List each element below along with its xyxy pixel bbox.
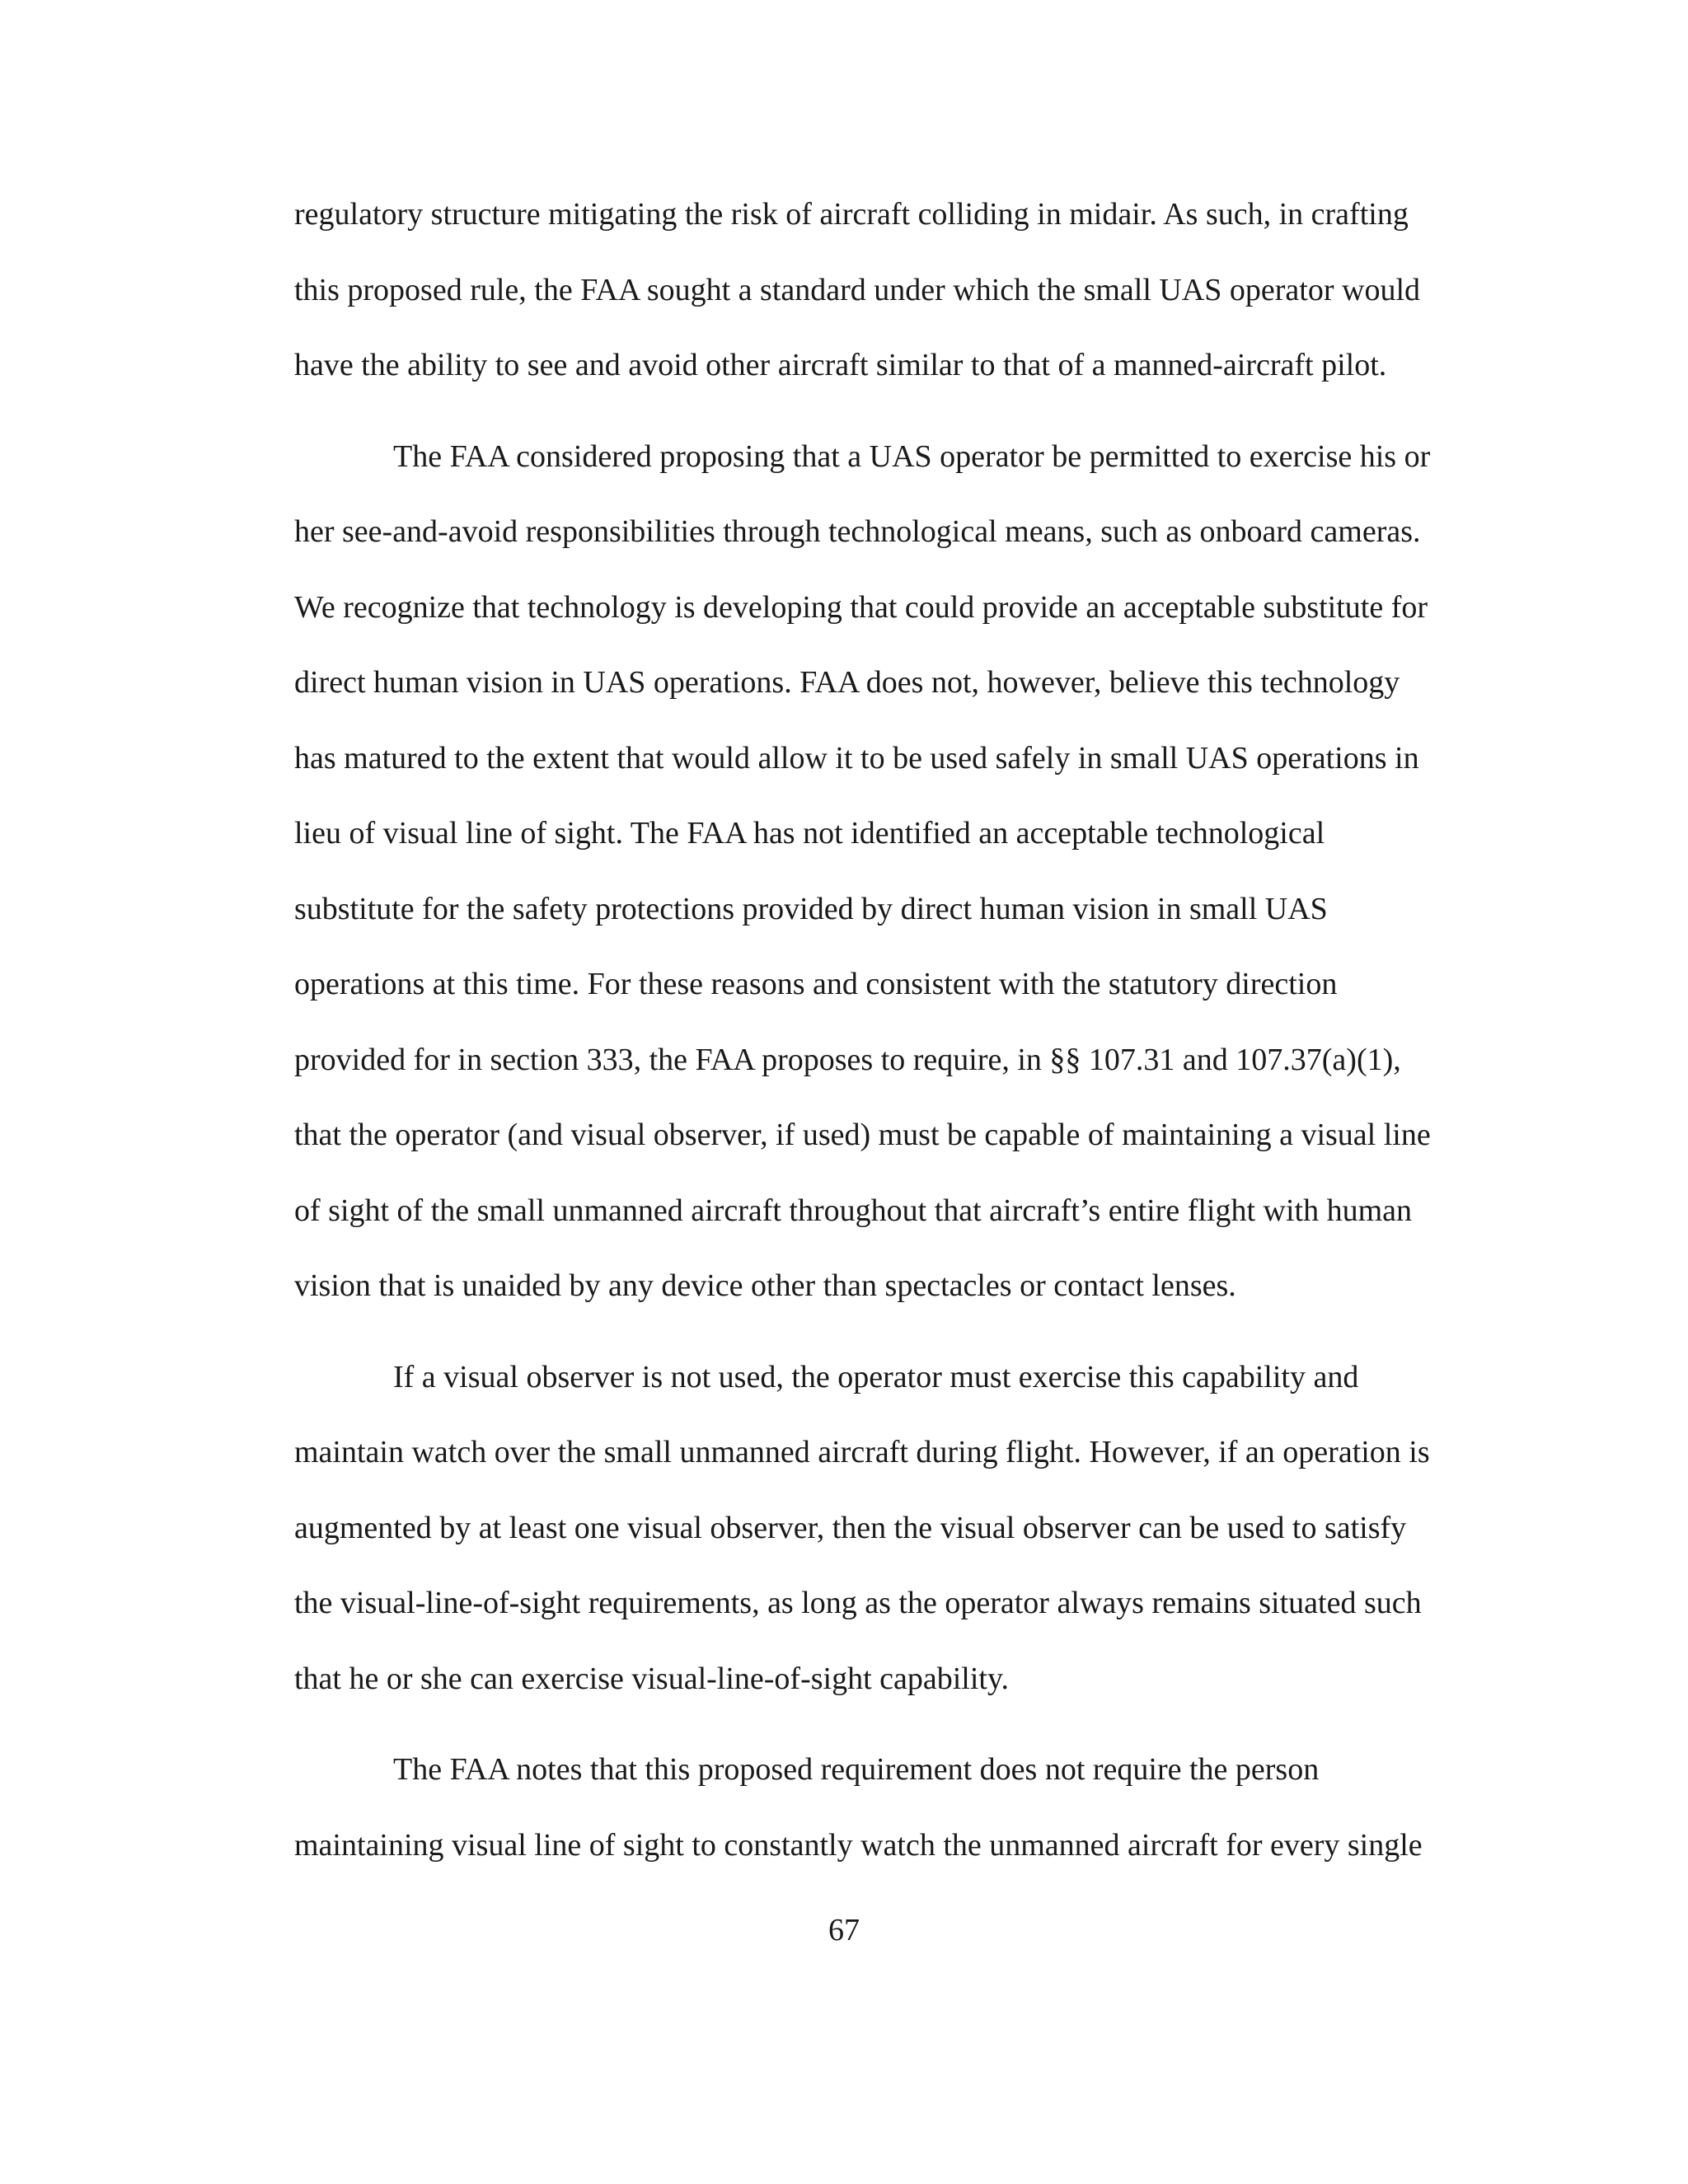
text-line: vision that is unaided by any device other than spectacles or contact lenses. <box>294 1268 1236 1303</box>
text-line: this proposed rule, the FAA sought a standard under which the small UAS operator would <box>294 272 1421 307</box>
text-line: has matured to the extent that would allow it to be used safely in small UAS operations in <box>294 740 1419 776</box>
text-line: that he or she can exercise visual-line-of-sight capability. <box>294 1661 1009 1696</box>
text-line: direct human vision in UAS operations. FAA does not, however, believe this technology <box>294 665 1400 700</box>
text-line: maintain watch over the small unmanned aircraft during flight. However, if an operation is <box>294 1435 1430 1469</box>
text-line: If a visual observer is not used, the operator must exercise this capability and <box>393 1359 1359 1394</box>
text-line: have the ability to see and avoid other aircraft similar to that of a manned-aircraft pilot. <box>294 348 1387 382</box>
text-line: that the operator (and visual observer, if used) must be capable of maintaining a visual line <box>294 1118 1431 1152</box>
text-line: the visual-line-of-sight requirements, as long as the operator always remains situated such <box>294 1586 1422 1620</box>
text-line: lieu of visual line of sight. The FAA has not identified an acceptable technological <box>294 816 1325 851</box>
text-line: The FAA notes that this proposed requirement does not require the person <box>393 1752 1320 1787</box>
text-line: maintaining visual line of sight to constantly watch the unmanned aircraft for every single <box>294 1827 1423 1863</box>
text-line: provided for in section 333, the FAA proposes to require, in §§ 107.31 and 107.37(a)(1), <box>294 1042 1401 1077</box>
text-line: operations at this time. For these reasons and consistent with the statutory direction <box>294 967 1338 1001</box>
text-line: of sight of the small unmanned aircraft throughout that aircraft’s entire flight with human <box>294 1193 1413 1228</box>
text-line: her see-and-avoid responsibilities through technological means, such as onboard cameras. <box>294 514 1421 549</box>
body-text <box>294 190 1489 1896</box>
text-line: regulatory structure mitigating the risk of aircraft colliding in midair. As such, in crafting <box>294 197 1409 232</box>
page-number: 67 <box>828 1913 860 1947</box>
text-line: We recognize that technology is developing that could provide an acceptable substitute for <box>294 589 1428 625</box>
text-line: The FAA considered proposing that a UAS operator be permitted to exercise his or <box>393 438 1431 474</box>
text-line: substitute for the safety protections provided by direct human vision in small UAS <box>294 891 1328 926</box>
text-line: augmented by at least one visual observer, then the visual observer can be used to satisfy <box>294 1510 1407 1545</box>
